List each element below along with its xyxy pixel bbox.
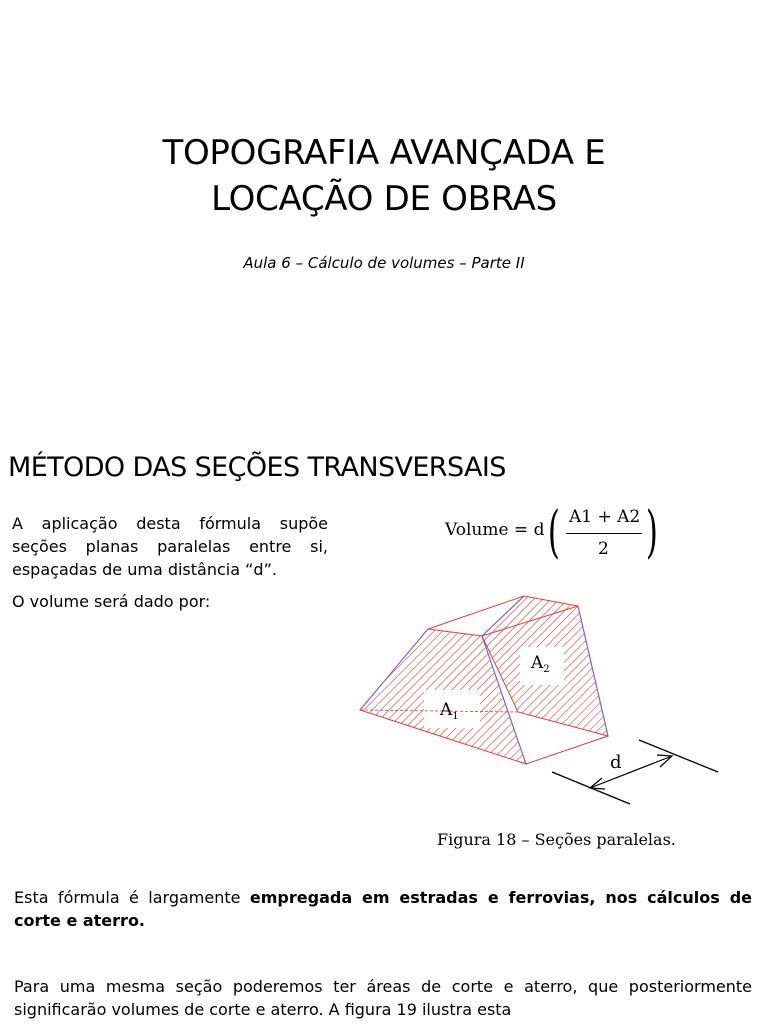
formula-denominator: 2: [598, 539, 609, 559]
edge-bottom-right: [526, 736, 608, 764]
paragraph-1-bold: empregada em estradas e ferrovias, nos cálculos de corte e aterro.: [14, 888, 752, 930]
parallel-sections-figure: [354, 592, 724, 807]
formula-right-paren: ): [645, 500, 658, 565]
intro-text: A aplicação desta fórmula supõe seções planas paralelas entre si, espaçadas de uma distância “d”.: [12, 514, 328, 579]
formula-left-paren: (: [547, 500, 560, 565]
section-heading: MÉTODO DAS SEÇÕES TRANSVERSAIS: [8, 452, 506, 483]
dimension-line-upper: [639, 740, 718, 772]
main-title-line1: TOPOGRAFIA AVANÇADA E: [162, 133, 606, 173]
volume-formula: [445, 500, 665, 567]
formula-numerator: A1 + A2: [569, 507, 641, 527]
figure-caption: Figura 18 – Seções paralelas.: [437, 830, 676, 849]
label-a1: $A_1$: [440, 700, 459, 722]
main-title: [0, 130, 768, 222]
formula-lhs: Volume = d ·: [445, 520, 556, 540]
paragraph-2: Para uma mesma seção poderemos ter áreas de corte e aterro, que posteriormente significarão volumes de corte e aterro. A figura 19 ilustra esta: [14, 977, 752, 1019]
title-slide: [0, 0, 768, 400]
main-title-line2: LOCAÇÃO DE OBRAS: [211, 179, 557, 219]
paragraph-1-start: Esta fórmula é largamente: [14, 888, 250, 907]
volume-text: O volume será dado por:: [12, 592, 211, 611]
label-d: d: [610, 752, 622, 773]
formula-fraction-line: [566, 533, 642, 534]
subtitle: Aula 6 – Cálculo de volumes – Parte II: [243, 254, 525, 272]
dimension-arrow: [590, 756, 672, 788]
paragraph-1: [14, 886, 752, 932]
label-a2: $A_2$: [531, 653, 550, 675]
